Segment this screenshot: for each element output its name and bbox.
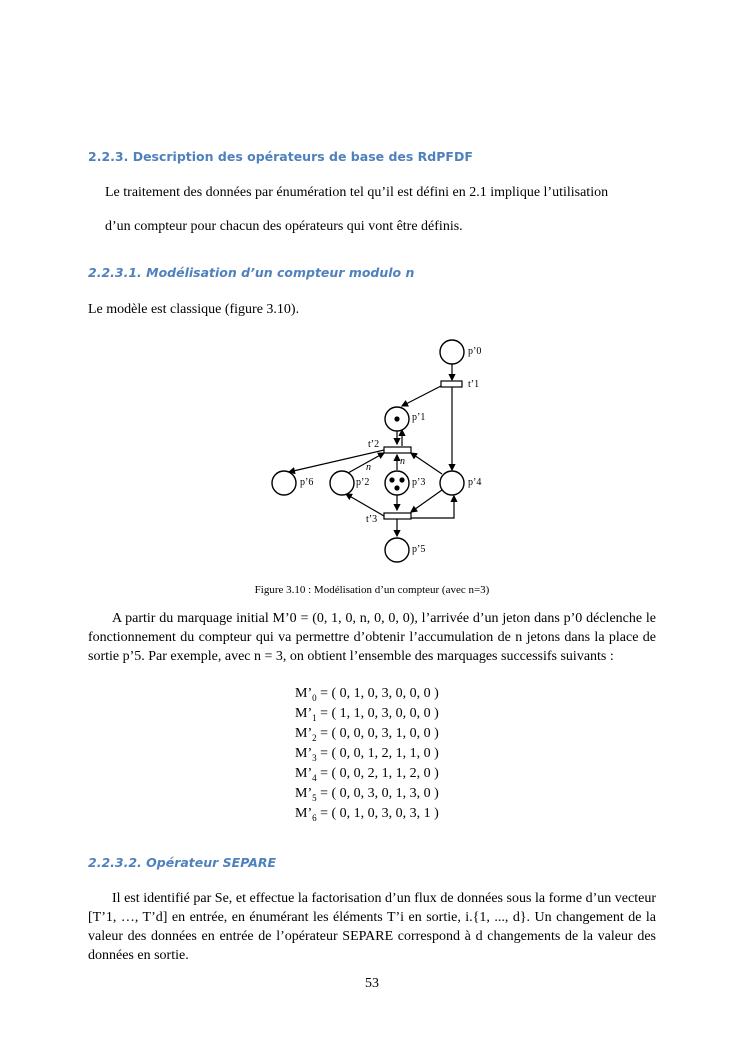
token-p3-c [394,485,399,490]
arc-p4-t2 [411,453,442,474]
subsection-1-heading: 2.2.3.1. Modélisation d’un compteur modulo n [88,265,415,280]
section-paragraph-line-2: d’un compteur pour chacun des opérateurs qui vont être définis. [105,219,463,234]
token-p3-a [389,477,394,482]
arc-t3-p2 [346,494,384,516]
place-p5 [385,538,409,562]
place-p3 [385,471,409,495]
label-t1: t’1 [468,379,480,390]
token-p3-b [399,477,404,482]
label-p3: p’3 [412,477,426,488]
marking-line: $M’_2$ = ( 0, 0, 0, 3, 1, 0, 0 ) [295,726,439,743]
figure-caption: Figure 3.10 : Modélisation d’un compteur (avec n=3) [254,584,490,596]
section-paragraph-line-1: Le traitement des données par énumération tel qu’il est défini en 2.1 implique l’utilisation [105,185,609,200]
label-p1: p’1 [412,412,426,423]
weight-p3-t2: n [400,456,405,467]
marking-line: $M’_0$ = ( 0, 1, 0, 3, 0, 0, 0 ) [295,686,439,703]
arc-p4-t3 [411,490,442,512]
token-p1 [394,416,399,421]
label-t3: t’3 [366,514,378,525]
marking-line: $M’_6$ = ( 0, 1, 0, 3, 0, 3, 1 ) [295,806,439,823]
label-p6: p’6 [300,477,314,488]
label-t2: t’2 [368,439,380,450]
arc-t1-p1 [402,386,441,406]
page-number: 53 [365,976,379,991]
label-p4: p’4 [468,477,482,488]
label-p0: p’0 [468,346,482,357]
subsection-2-body: Il est identifié par Se, et effectue la factorisation d’un flux de données sous la forme d’un vecteur [T’1, …, T’d] en entrée, en énumérant les éléments T’i en sortie, i.{1, ..., d}. Un changement de la valeur des données en entrée de l’opérateur SEPARE correspond à d changements de la valeur des données en sortie. [88,891,656,963]
transition-t1 [441,381,462,387]
marking-line: $M’_4$ = ( 0, 0, 2, 1, 1, 2, 0 ) [295,766,439,783]
subsection-1-intro: Le modèle est classique (figure 3.10). [88,302,300,317]
section-heading: 2.2.3. Description des opérateurs de base des RdPFDF [88,149,473,164]
subsection-2-heading: 2.2.3.2. Opérateur SEPARE [88,855,277,870]
label-p5: p’5 [412,544,426,555]
marking-line: $M’_1$ = ( 1, 1, 0, 3, 0, 0, 0 ) [295,706,439,723]
transition-t2 [384,447,411,453]
label-p2: p’2 [356,477,370,488]
transition-t3 [384,513,411,519]
place-p2 [330,471,354,495]
weight-p2-t2: n [366,462,371,473]
petri-net-figure [256,330,494,568]
marking-line: $M’_5$ = ( 0, 0, 3, 0, 1, 3, 0 ) [295,786,439,803]
place-p0 [440,340,464,364]
place-p4 [440,471,464,495]
marking-line: $M’_3$ = ( 0, 0, 1, 2, 1, 1, 0 ) [295,746,439,763]
place-p6 [272,471,296,495]
subsection-1-body: A partir du marquage initial M’0 = (0, 1, 0, n, 0, 0, 0), l’arrivée d’un jeton dans p’0 déclenche le fonctionnement du compteur qui va permettre d’obtenir l’accumulation de n jetons dans la place de sortie p’5. Par exemple, avec n = 3, on obtient l’ensemble des marquages successifs suivants : [88,611,656,664]
